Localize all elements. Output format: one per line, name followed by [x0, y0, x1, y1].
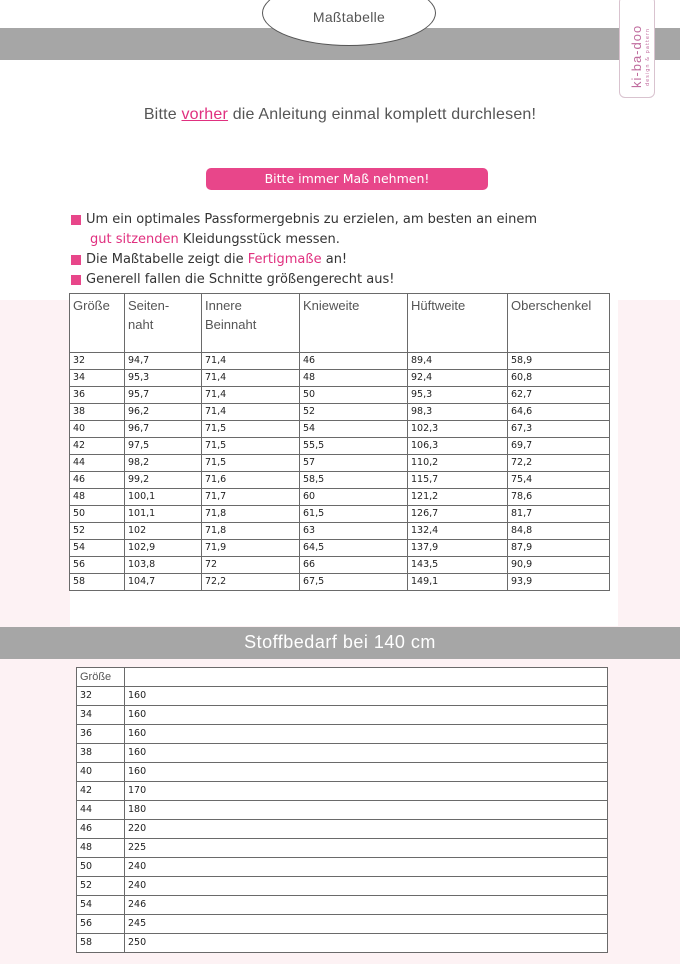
- table-cell: 240: [125, 858, 608, 877]
- table-row: [77, 934, 608, 953]
- table-cell: 63: [300, 523, 408, 540]
- table-cell: 54: [300, 421, 408, 438]
- table-row: [70, 540, 610, 557]
- table-cell: 180: [125, 801, 608, 820]
- table-cell: 97,5: [125, 438, 202, 455]
- table-cell: 132,4: [408, 523, 508, 540]
- table-cell: 46: [300, 353, 408, 370]
- table-cell: 102: [125, 523, 202, 540]
- table-row: [77, 896, 608, 915]
- table-cell: 46: [70, 472, 125, 489]
- table-cell: 250: [125, 934, 608, 953]
- fabric-title: Stoffbedarf bei 140 cm: [244, 632, 436, 652]
- table-row: [77, 915, 608, 934]
- bullet-continuation: gut sitzenden Kleidungsstück messen.: [90, 232, 340, 247]
- table-cell: 57: [300, 455, 408, 472]
- table-cell: 40: [77, 763, 125, 782]
- table-cell: 71,8: [202, 506, 300, 523]
- table-cell: 137,9: [408, 540, 508, 557]
- table-cell: 71,4: [202, 370, 300, 387]
- table-cell: 46: [77, 820, 125, 839]
- col-header-knee: Knieweite: [300, 294, 408, 353]
- table-cell: 38: [70, 404, 125, 421]
- table-cell: 160: [125, 763, 608, 782]
- table-cell: 103,8: [125, 557, 202, 574]
- table-cell: 115,7: [408, 472, 508, 489]
- bullet-item: Die Maßtabelle zeigt die Fertigmaße an!: [70, 250, 537, 270]
- table-row: [77, 858, 608, 877]
- table-cell: 81,7: [508, 506, 610, 523]
- table-row: [77, 744, 608, 763]
- table-row: [70, 421, 610, 438]
- table-cell: 126,7: [408, 506, 508, 523]
- table-cell: 60: [300, 489, 408, 506]
- table-row: [77, 725, 608, 744]
- table-cell: 36: [77, 725, 125, 744]
- table-row: [70, 574, 610, 591]
- table-cell: 32: [77, 687, 125, 706]
- table-cell: 40: [70, 421, 125, 438]
- table-row: [70, 506, 610, 523]
- table-cell: 42: [77, 782, 125, 801]
- table-row: [77, 763, 608, 782]
- table-cell: 58,9: [508, 353, 610, 370]
- table-row: [77, 782, 608, 801]
- table-cell: 48: [70, 489, 125, 506]
- table-cell: 149,1: [408, 574, 508, 591]
- table-cell: 110,2: [408, 455, 508, 472]
- table-cell: 225: [125, 839, 608, 858]
- col-header-size: Größe: [77, 668, 125, 687]
- table-cell: 160: [125, 706, 608, 725]
- table-header-row: [70, 294, 610, 353]
- table-cell: 72: [202, 557, 300, 574]
- table-cell: 98,2: [125, 455, 202, 472]
- table-cell: 54: [77, 896, 125, 915]
- table-cell: 56: [77, 915, 125, 934]
- table-cell: 84,8: [508, 523, 610, 540]
- bullet-square-icon: [71, 275, 81, 285]
- table-cell: 52: [70, 523, 125, 540]
- table-cell: 100,1: [125, 489, 202, 506]
- bullet-item: Um ein optimales Passformergebnis zu erzielen, am besten an einem: [70, 210, 537, 230]
- table-cell: 99,2: [125, 472, 202, 489]
- table-cell: 143,5: [408, 557, 508, 574]
- table-cell: 102,9: [125, 540, 202, 557]
- table-cell: 52: [77, 877, 125, 896]
- table-cell: 72,2: [508, 455, 610, 472]
- col-header-amount: [125, 668, 608, 687]
- table-cell: 67,3: [508, 421, 610, 438]
- table-cell: 92,4: [408, 370, 508, 387]
- table-row: [70, 370, 610, 387]
- bullet-item: Generell fallen die Schnitte größengerecht aus!: [70, 270, 537, 290]
- table-cell: 160: [125, 725, 608, 744]
- notice-banner: Bitte immer Maß nehmen!: [206, 168, 488, 190]
- table-cell: 38: [77, 744, 125, 763]
- table-row: [77, 801, 608, 820]
- table-cell: 71,4: [202, 404, 300, 421]
- table-row: [70, 353, 610, 370]
- table-cell: 245: [125, 915, 608, 934]
- table-row: [70, 557, 610, 574]
- table-cell: 34: [70, 370, 125, 387]
- table-row: [70, 489, 610, 506]
- table-cell: 75,4: [508, 472, 610, 489]
- table-row: [70, 455, 610, 472]
- table-cell: 60,8: [508, 370, 610, 387]
- table-cell: 71,7: [202, 489, 300, 506]
- bullet-square-icon: [71, 215, 81, 225]
- table-cell: 50: [77, 858, 125, 877]
- table-header-row: [77, 668, 608, 687]
- fabric-table: [76, 667, 608, 953]
- table-cell: 44: [77, 801, 125, 820]
- table-cell: 58: [77, 934, 125, 953]
- table-cell: 170: [125, 782, 608, 801]
- table-cell: 58: [70, 574, 125, 591]
- table-cell: 94,7: [125, 353, 202, 370]
- table-row: [70, 438, 610, 455]
- table-cell: 96,2: [125, 404, 202, 421]
- table-cell: 64,6: [508, 404, 610, 421]
- table-cell: 64,5: [300, 540, 408, 557]
- table-row: [77, 839, 608, 858]
- table-cell: 58,5: [300, 472, 408, 489]
- table-cell: 50: [70, 506, 125, 523]
- table-cell: 34: [77, 706, 125, 725]
- table-cell: 71,4: [202, 387, 300, 404]
- page-title: Maßtabelle: [312, 9, 386, 25]
- table-cell: 71,5: [202, 438, 300, 455]
- table-row: [77, 687, 608, 706]
- table-cell: 44: [70, 455, 125, 472]
- table-row: [77, 706, 608, 725]
- table-cell: 42: [70, 438, 125, 455]
- table-cell: 93,9: [508, 574, 610, 591]
- table-cell: 66: [300, 557, 408, 574]
- table-cell: 56: [70, 557, 125, 574]
- table-cell: 48: [77, 839, 125, 858]
- table-row: [77, 820, 608, 839]
- table-cell: 160: [125, 687, 608, 706]
- table-cell: 62,7: [508, 387, 610, 404]
- table-cell: 71,4: [202, 353, 300, 370]
- logo-text: ki-ba-doo: [629, 24, 644, 88]
- table-cell: 106,3: [408, 438, 508, 455]
- table-cell: 102,3: [408, 421, 508, 438]
- table-cell: 69,7: [508, 438, 610, 455]
- table-cell: 71,9: [202, 540, 300, 557]
- measurement-table: [69, 293, 610, 591]
- table-cell: 89,4: [408, 353, 508, 370]
- instruction-headline: Bitte vorher die Anleitung einmal komplett durchlesen!: [143, 106, 537, 123]
- table-cell: 98,3: [408, 404, 508, 421]
- table-cell: 90,9: [508, 557, 610, 574]
- col-header-inseam: Innere Beinnaht: [202, 294, 300, 353]
- table-cell: 101,1: [125, 506, 202, 523]
- table-cell: 121,2: [408, 489, 508, 506]
- bullet-square-icon: [71, 255, 81, 265]
- table-row: [70, 472, 610, 489]
- table-row: [77, 877, 608, 896]
- table-cell: 71,8: [202, 523, 300, 540]
- table-cell: 71,5: [202, 455, 300, 472]
- table-cell: 61,5: [300, 506, 408, 523]
- table-cell: 95,3: [125, 370, 202, 387]
- table-cell: 67,5: [300, 574, 408, 591]
- table-cell: 95,7: [125, 387, 202, 404]
- table-cell: 246: [125, 896, 608, 915]
- table-cell: 71,6: [202, 472, 300, 489]
- table-cell: 87,9: [508, 540, 610, 557]
- table-row: [70, 404, 610, 421]
- table-cell: 95,3: [408, 387, 508, 404]
- table-cell: 36: [70, 387, 125, 404]
- table-cell: 160: [125, 744, 608, 763]
- logo-subtext: design & pattern: [645, 27, 651, 86]
- table-cell: 48: [300, 370, 408, 387]
- table-cell: 32: [70, 353, 125, 370]
- table-cell: 78,6: [508, 489, 610, 506]
- table-cell: 220: [125, 820, 608, 839]
- col-header-side-seam: Seiten- naht: [125, 294, 202, 353]
- table-cell: 54: [70, 540, 125, 557]
- table-cell: 104,7: [125, 574, 202, 591]
- fabric-band: [0, 627, 680, 659]
- table-cell: 55,5: [300, 438, 408, 455]
- col-header-hip: Hüftweite: [408, 294, 508, 353]
- table-cell: 52: [300, 404, 408, 421]
- table-cell: 240: [125, 877, 608, 896]
- table-row: [70, 523, 610, 540]
- col-header-thigh: Oberschenkel: [508, 294, 610, 353]
- col-header-size: Größe: [70, 294, 125, 353]
- table-cell: 50: [300, 387, 408, 404]
- table-row: [70, 387, 610, 404]
- bullet-list: [70, 210, 537, 290]
- table-cell: 72,2: [202, 574, 300, 591]
- highlight-link[interactable]: vorher: [181, 106, 229, 123]
- table-cell: 71,5: [202, 421, 300, 438]
- table-cell: 96,7: [125, 421, 202, 438]
